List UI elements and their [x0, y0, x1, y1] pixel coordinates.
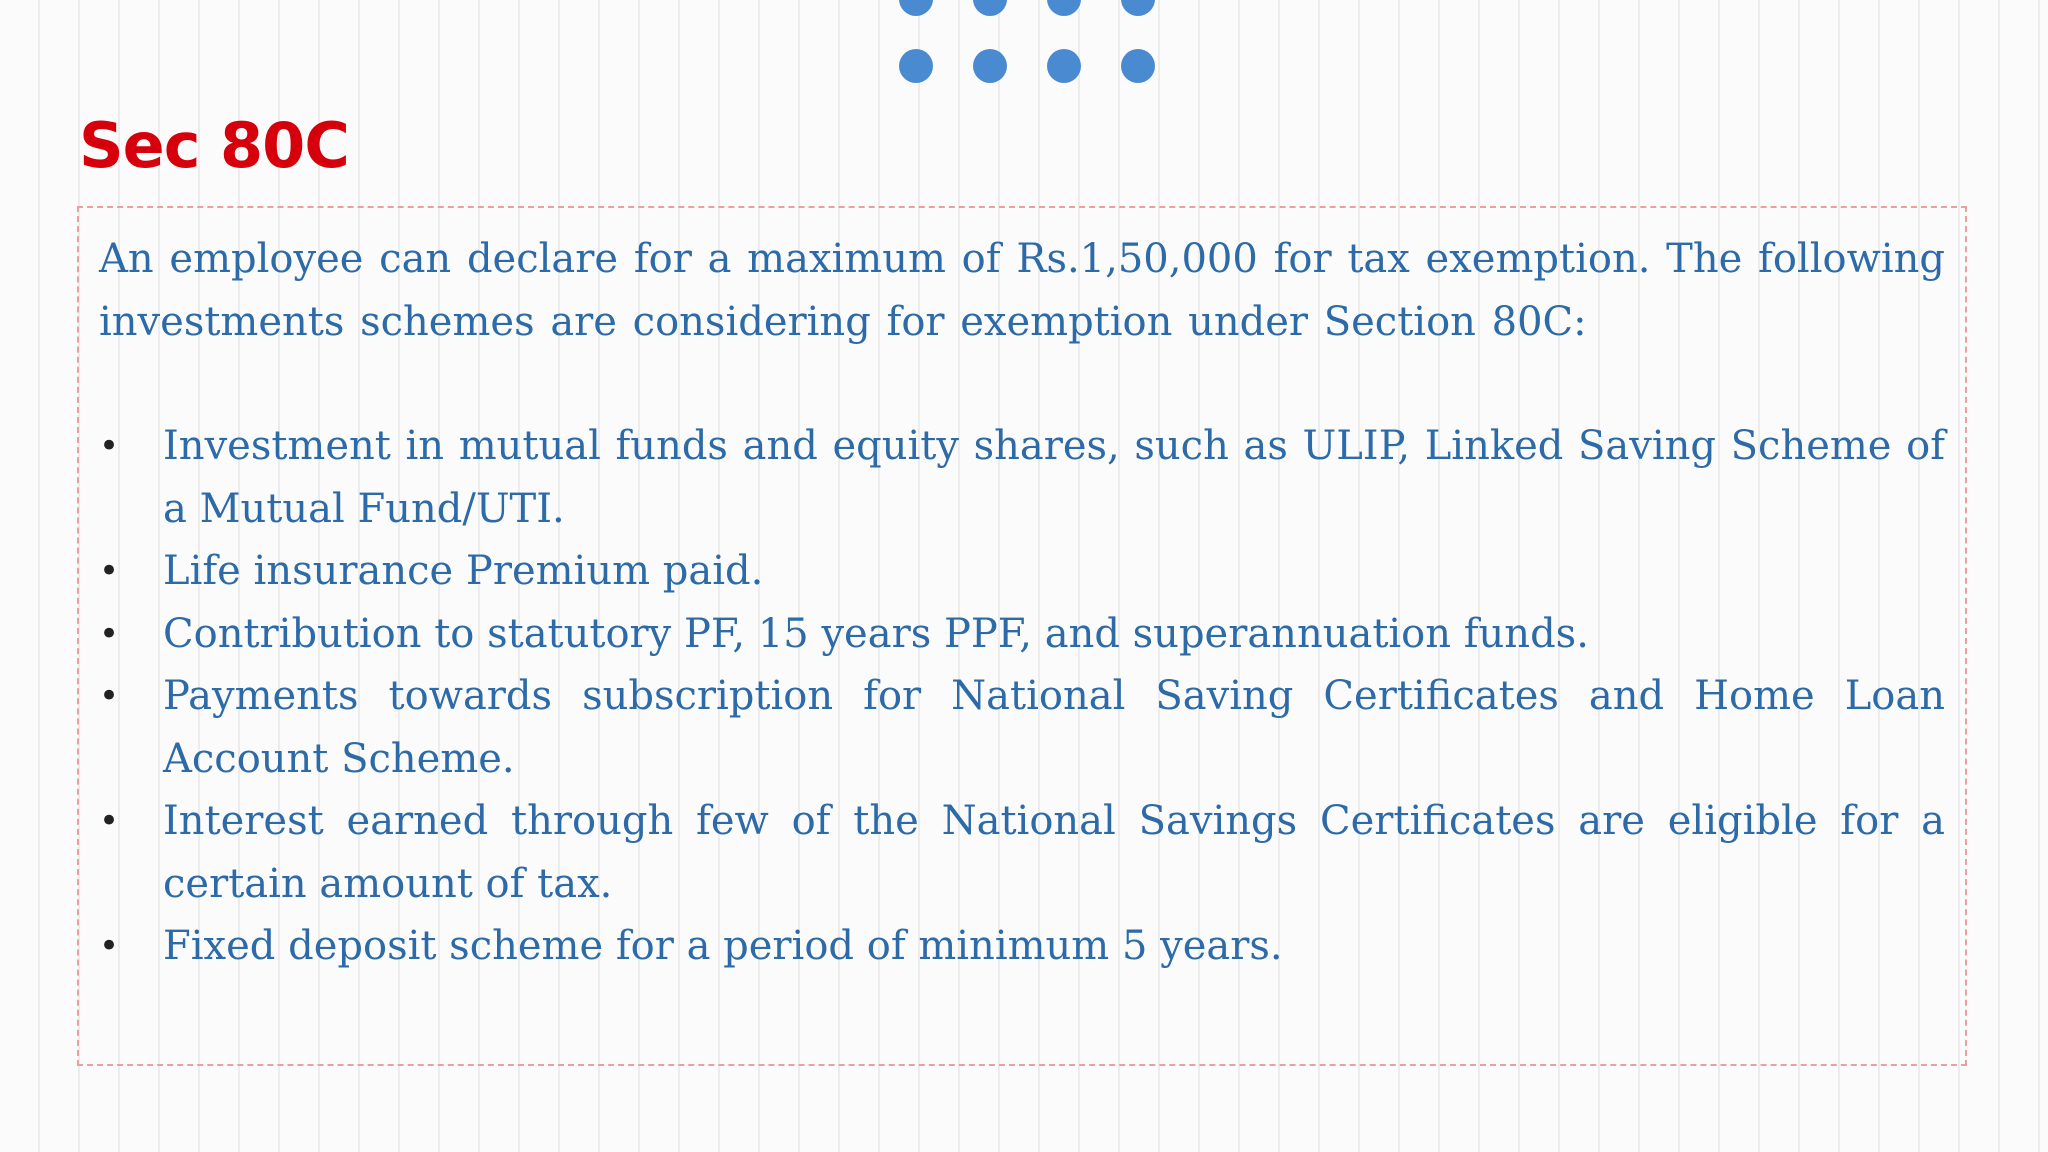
- bullet-icon: •: [99, 551, 120, 591]
- investment-list: [99, 415, 1945, 978]
- dot-icon: [1121, 0, 1155, 16]
- dot-icon: [1121, 49, 1155, 83]
- dot-icon: [1047, 49, 1081, 83]
- bullet-icon: •: [99, 676, 120, 716]
- list-item-text: Contribution to statutory PF, 15 years PPF, and superannuation funds.: [163, 610, 1589, 657]
- content-box: [77, 206, 1967, 1066]
- list-item: [99, 415, 1945, 540]
- list-item-text: Investment in mutual funds and equity shares, such as ULIP, Linked Saving Scheme of a Mutual Fund/UTI.: [163, 423, 1945, 532]
- dot-icon: [899, 0, 933, 16]
- dot-icon: [973, 0, 1007, 16]
- list-item: [99, 915, 1945, 978]
- list-item-text: Payments towards subscription for National Saving Certificates and Home Loan Account Scheme.: [163, 673, 1945, 782]
- bullet-icon: •: [99, 801, 120, 841]
- list-item: [99, 540, 1945, 603]
- list-item: [99, 790, 1945, 915]
- list-item-text: Life insurance Premium paid.: [163, 548, 764, 594]
- page-title: Sec 80C: [79, 109, 349, 182]
- decorative-dots: [899, 0, 1169, 92]
- list-item: [99, 665, 1945, 790]
- bullet-icon: •: [99, 613, 120, 654]
- dot-icon: [1047, 0, 1081, 16]
- bullet-icon: •: [99, 926, 120, 966]
- bullet-icon: •: [99, 426, 120, 466]
- list-item-text: Fixed deposit scheme for a period of minimum 5 years.: [163, 923, 1283, 969]
- intro-paragraph: An employee can declare for a maximum of Rs.1,50,000 for tax exemption. The following investments schemes are considering for exemption under Section 80C:: [99, 236, 1945, 345]
- list-item-text: Interest earned through few of the National Savings Certificates are eligible for a certain amount of tax.: [163, 798, 1945, 907]
- dot-icon: [899, 49, 933, 83]
- dot-icon: [973, 49, 1007, 83]
- list-item: [99, 603, 1945, 666]
